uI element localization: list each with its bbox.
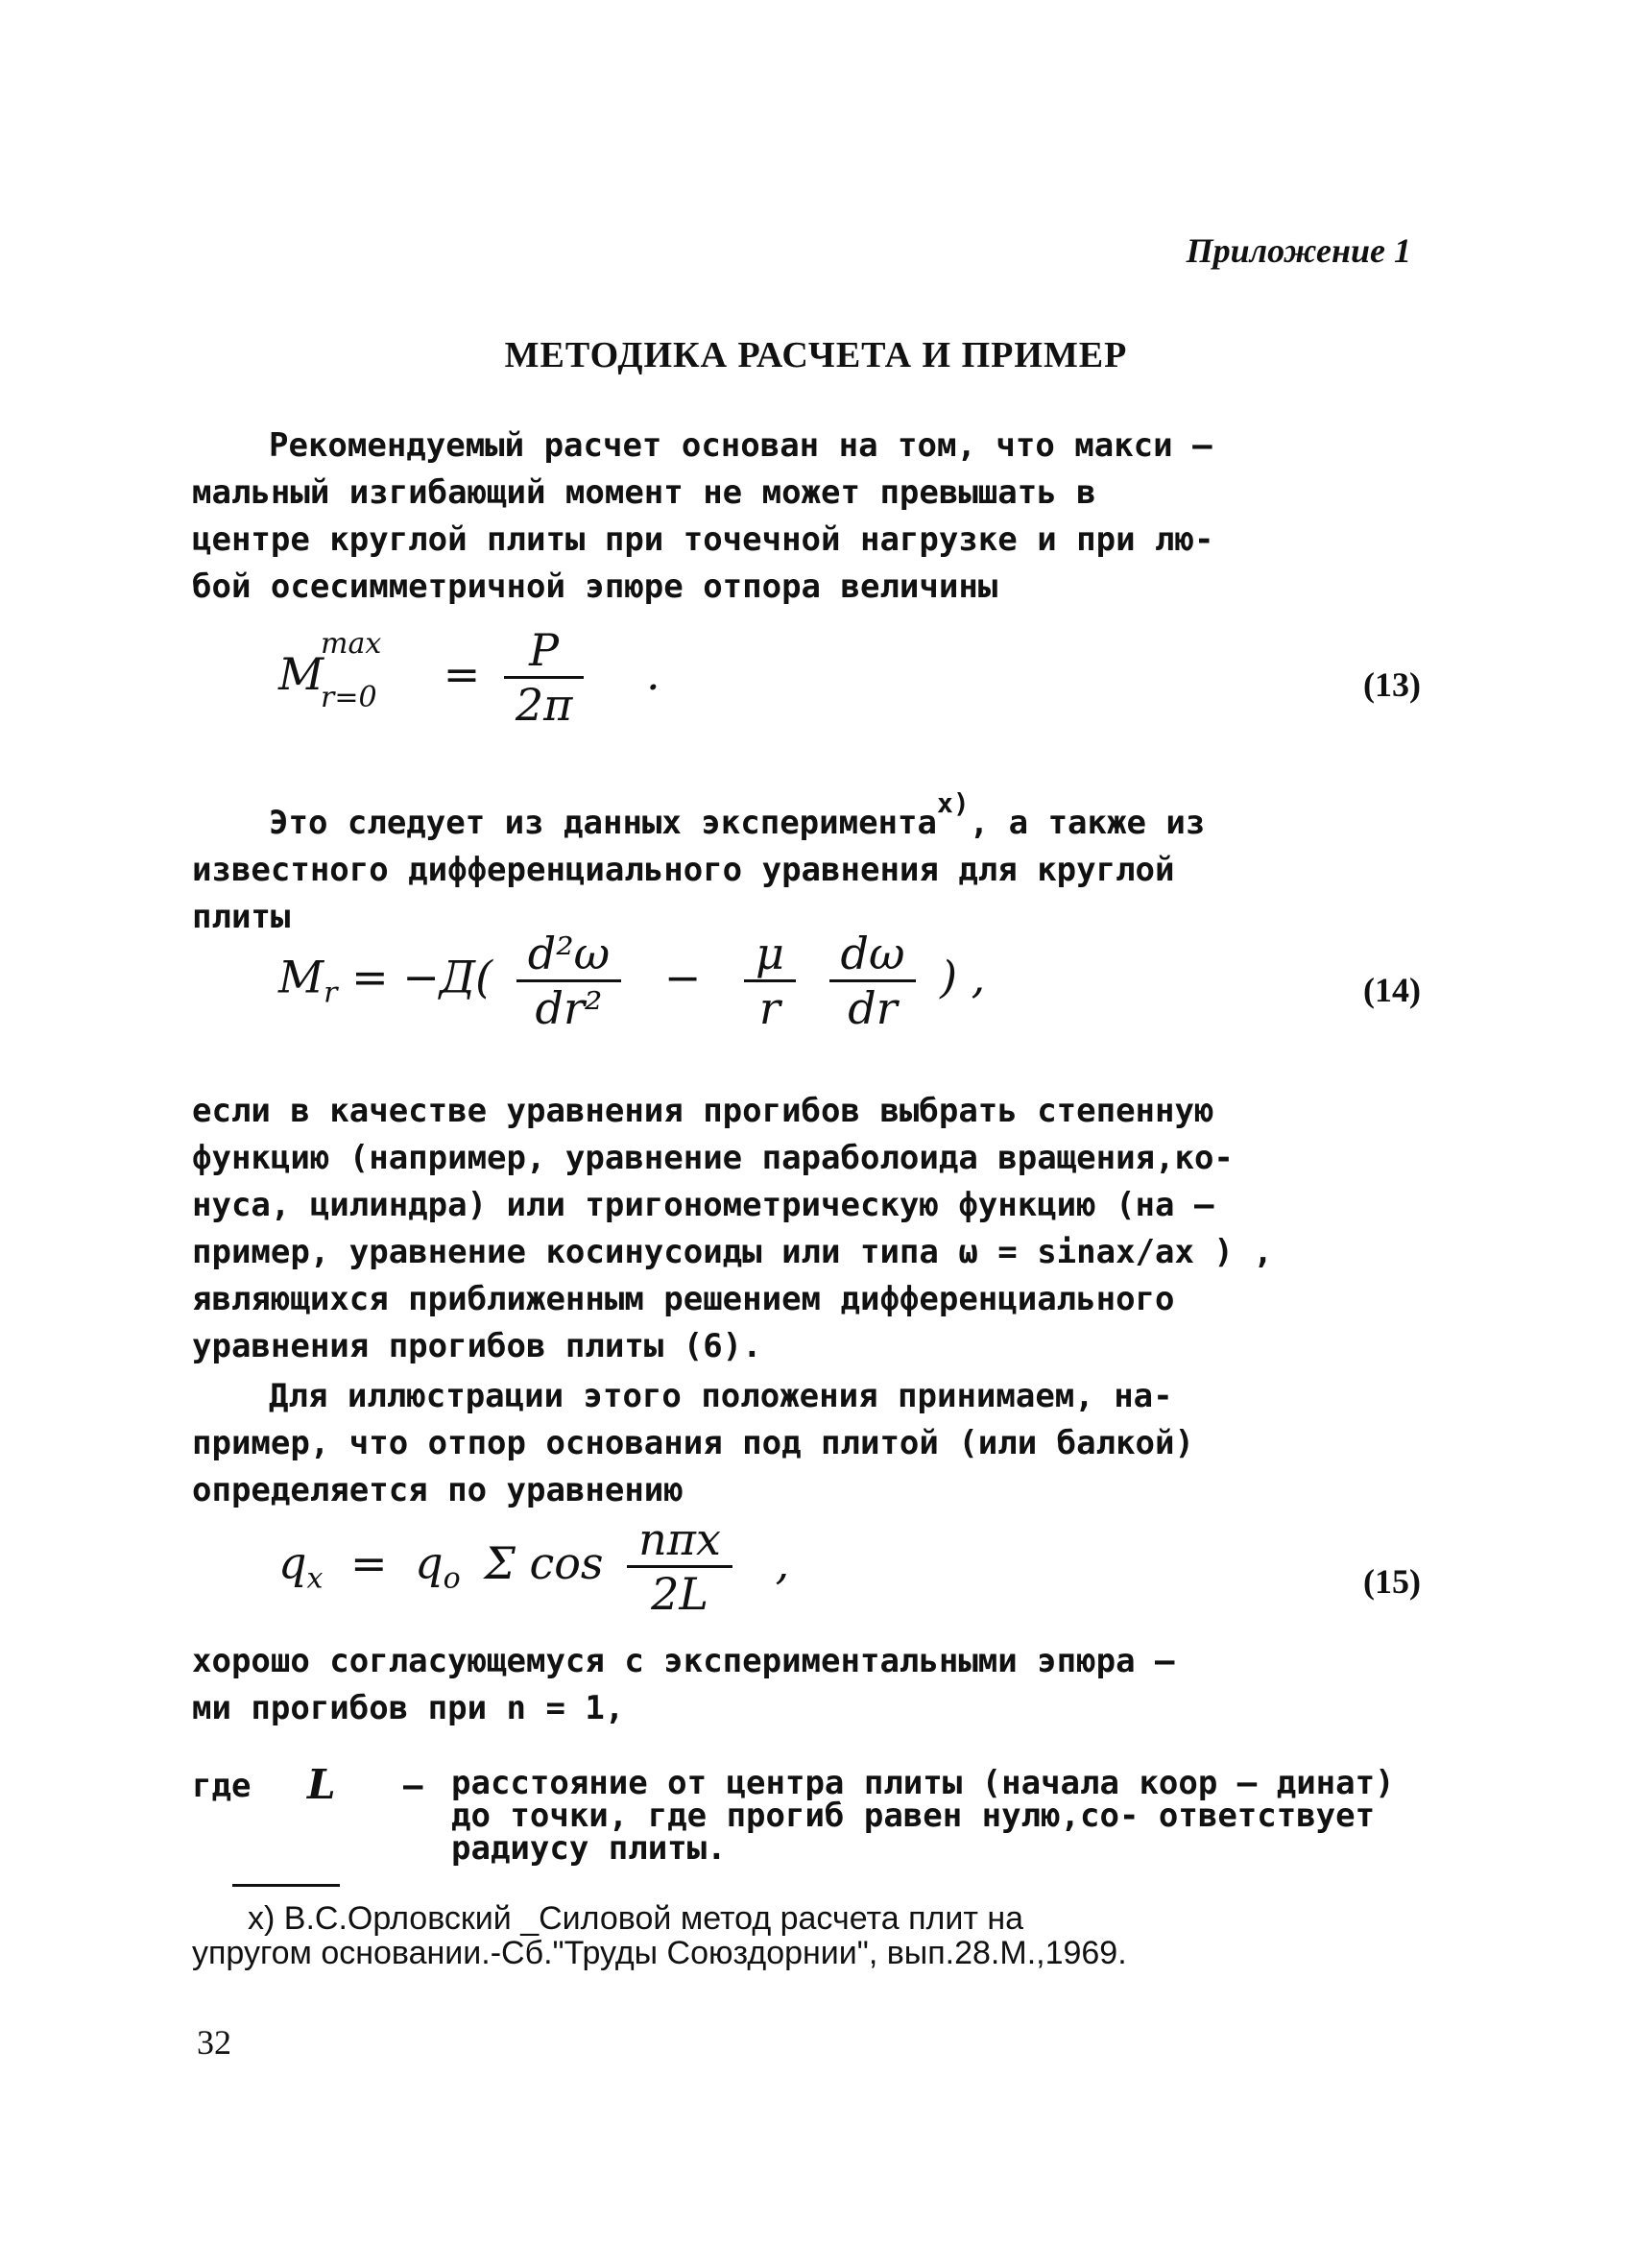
equation-number-13: (13) bbox=[1363, 665, 1421, 704]
text-line: плиты bbox=[192, 898, 291, 936]
where-symbol: L bbox=[307, 1761, 336, 1808]
footnote bbox=[192, 1901, 1440, 1970]
text-line: Рекомендуемый расчет основан на том, что макси – bbox=[269, 426, 1212, 465]
text-line: ми прогибов при n = 1, bbox=[192, 1689, 625, 1727]
footnote-line: х) В.С.Орловский _Силовой метод расчета плит на bbox=[248, 1900, 1024, 1937]
eq15-fraction: $\frac{\text{nπx}}{2L}$ bbox=[627, 1513, 732, 1620]
eq13-subscript: r=0 bbox=[321, 680, 377, 714]
text-line: уравнения прогибов плиты (6). bbox=[192, 1327, 762, 1365]
text-line: хорошо согласующемуся с экспериментальными эпюра – bbox=[192, 1642, 1175, 1680]
text-line: пример, что отпор основания под плитой (или балкой) bbox=[192, 1424, 1194, 1462]
paragraph-deflection bbox=[192, 1088, 1421, 1370]
text-line: Для иллюстрации этого положения принимаем, на- bbox=[269, 1377, 1173, 1415]
equation-number-14: (14) bbox=[1363, 971, 1421, 1009]
footnote-mark: x) bbox=[936, 787, 970, 819]
text-line: определяется по уравнению bbox=[192, 1471, 684, 1509]
eq14-fraction-2: $\frac{\mu}{r}$ bbox=[744, 928, 796, 1034]
eq14-equals: = −Д( bbox=[351, 951, 493, 1003]
text-line: если в качестве уравнения прогибов выбрать степенную bbox=[192, 1092, 1214, 1130]
where-label: где bbox=[192, 1767, 252, 1805]
equation-13 bbox=[278, 624, 660, 731]
text-line: известного дифференциального уравнения для круглой bbox=[192, 851, 1175, 889]
where-dash: – bbox=[403, 1767, 423, 1805]
eq13-numerator: P bbox=[504, 624, 585, 679]
paragraph-intro bbox=[192, 422, 1421, 611]
equation-15: $q_x = q_o$ Σ cos $\frac{\text{nπx}}{2L}$ , bbox=[278, 1513, 790, 1620]
eq13-superscript: max bbox=[321, 626, 382, 661]
text-line: Это следует из данных эксперимента$^{x)}$, а также из bbox=[269, 787, 1206, 842]
paragraph-experiment bbox=[192, 780, 1421, 941]
text-line: функцию (например, уравнение параболоида вращения,ко- bbox=[192, 1139, 1234, 1177]
text-line: пример, уравнение косинусоиды или типа ω = sinax/ax ) , bbox=[192, 1233, 1273, 1271]
footnote-divider bbox=[232, 1884, 340, 1887]
equation-number-15: (15) bbox=[1363, 1562, 1421, 1601]
text-line: являющихся приближенным решением дифференциального bbox=[192, 1280, 1175, 1318]
eq13-tail: . bbox=[646, 647, 660, 700]
page-number: 32 bbox=[197, 2023, 231, 2062]
eq13-lhs: M max r=0 bbox=[278, 626, 382, 714]
page-title: МЕТОДИКА РАСЧЕТА И ПРИМЕР bbox=[504, 335, 1128, 375]
eq14-fraction-3: $\frac{d\omega}{dr}$ bbox=[829, 928, 917, 1034]
paragraph-agreement bbox=[192, 1638, 1421, 1732]
eq13-equals: = bbox=[443, 647, 481, 700]
eq14-fraction-1: $\frac{\text{d²ω}}{\text{dr²}}$ bbox=[516, 928, 621, 1034]
eq13-denominator: 2π bbox=[515, 679, 573, 731]
text-line: мальный изгибающий момент не может превышать в bbox=[192, 473, 1096, 512]
where-definition: расстояние от центра плиты (начала коор – динат) до точки, где прогиб равен нулю,со- ответствует радиусу плиты. bbox=[451, 1764, 1395, 1868]
footnote-line: упругом основании.-Сб."Труды Союздорнии", вып.28.М.,1969. bbox=[192, 1935, 1127, 1971]
text-line: бой осесимметричной эпюре отпора величины bbox=[192, 567, 998, 606]
text-line: нуса, цилиндра) или тригонометрическую функцию (на – bbox=[192, 1186, 1214, 1224]
appendix-label: Приложение 1 bbox=[1186, 231, 1411, 270]
text-line: центре круглой плиты при точечной нагрузке и при лю- bbox=[192, 520, 1214, 559]
equation-14: $M_r = -Д$( $\frac{\text{d²ω}}{\text{dr²}}$ − $\frac{\mu}{r}$ $\frac{d\omega}{dr}$ ) , bbox=[278, 928, 986, 1034]
paragraph-illustration bbox=[192, 1373, 1421, 1514]
eq13-fraction bbox=[504, 624, 585, 731]
